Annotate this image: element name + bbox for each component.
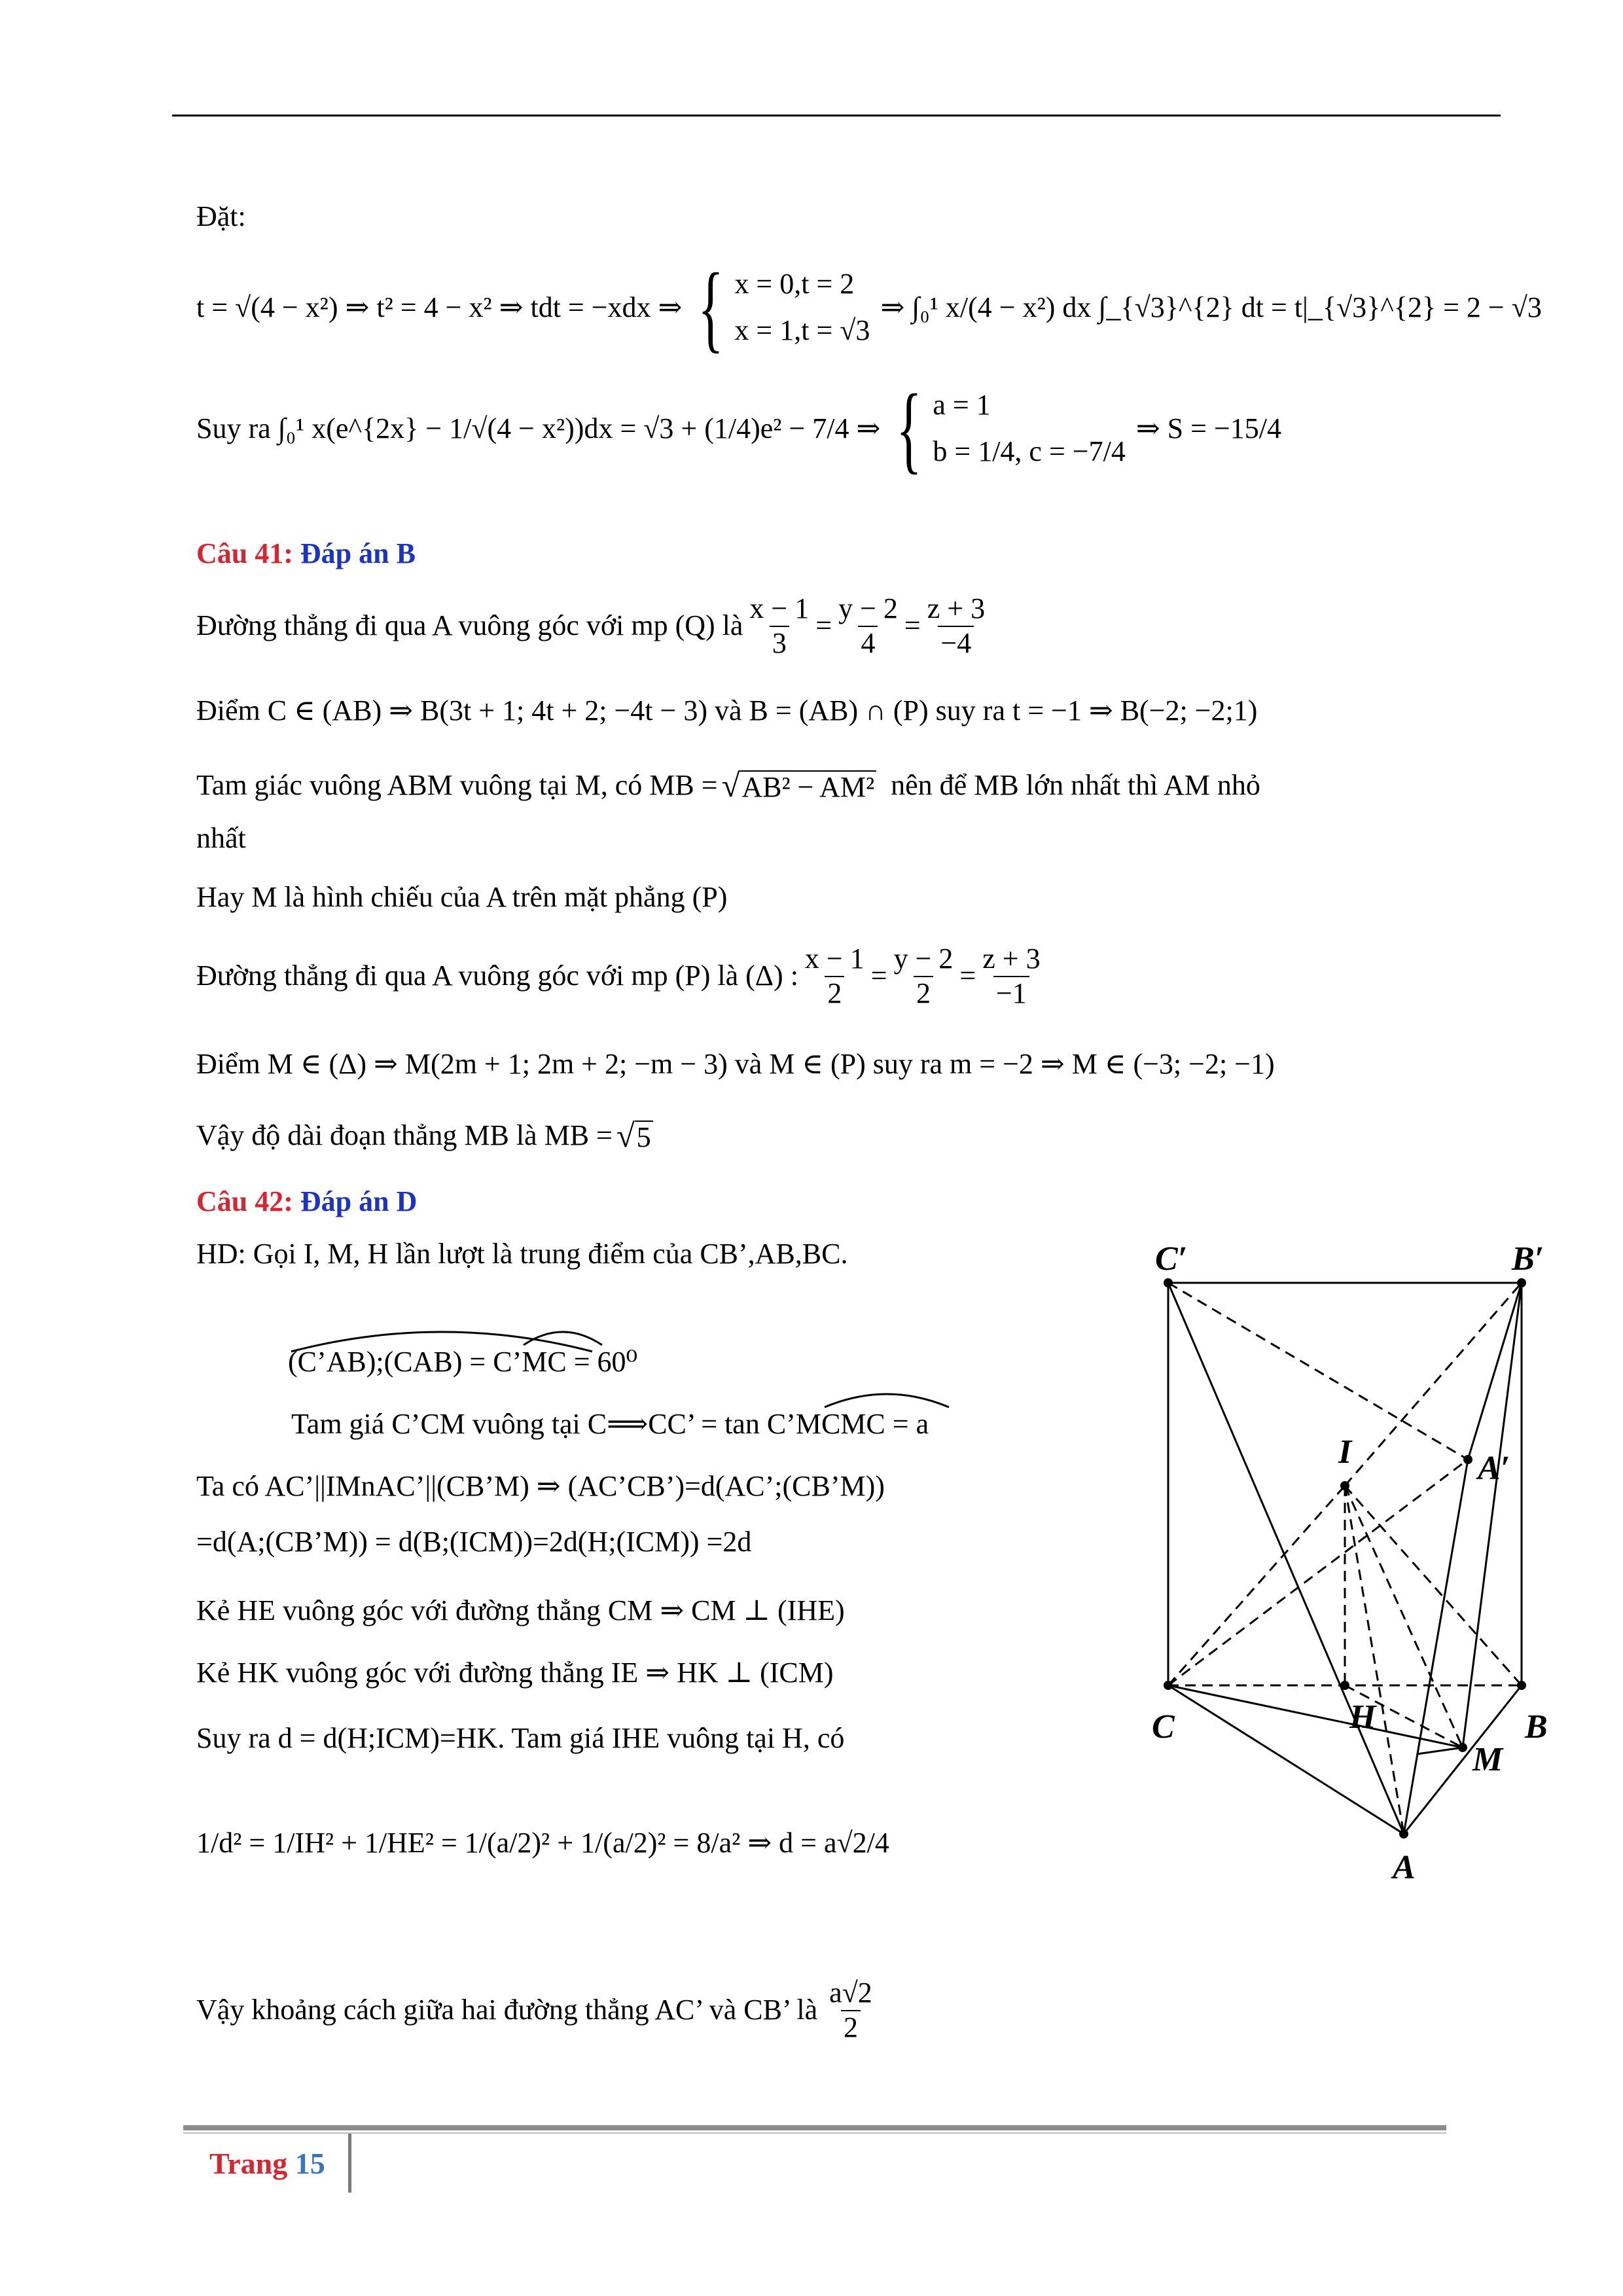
q41-frac-x <box>747 592 812 660</box>
q42-heading <box>196 1185 417 1219</box>
hidden-edge-c-i <box>1168 1486 1345 1685</box>
q41-frac2-x <box>802 942 867 1010</box>
q41-frac-y <box>836 592 901 660</box>
frac-num: a√2 <box>829 1977 872 2009</box>
q42-heading-label: Câu 42: <box>196 1185 300 1217</box>
label-a-prime: A′ <box>1478 1450 1510 1487</box>
suy-ra-line <box>196 374 1282 483</box>
frac-num: z + 3 <box>982 942 1041 975</box>
edge-c-m <box>1168 1685 1463 1748</box>
q41-heading-label: Câu 41: <box>196 537 300 569</box>
system-coefficients-row2: b = 1/4, c = −7/4 <box>933 435 1126 467</box>
q42-final-frac <box>827 1977 875 2044</box>
vertex-b <box>1517 1681 1526 1690</box>
edge-aprime-a <box>1404 1460 1468 1834</box>
label-a: A <box>1393 1849 1416 1886</box>
frac-den: 4 <box>858 626 878 660</box>
vertex-c <box>1164 1681 1173 1690</box>
frac-num: x − 1 <box>749 592 810 624</box>
q41-heading <box>196 537 416 571</box>
q41-line3-tail: nên để MB lớn nhất thì AM nhỏ <box>891 768 1260 801</box>
vertex-a <box>1399 1829 1408 1839</box>
substitution-line <box>196 253 1542 362</box>
q41-line4: nhất <box>196 822 246 854</box>
sqrt-expr: AB² − AM² <box>740 770 876 803</box>
system-coefficients-row1: a = 1 <box>933 389 991 422</box>
edge-bprime-aprime <box>1468 1283 1522 1460</box>
system-bounds <box>687 253 870 362</box>
left-brace: { <box>698 253 724 362</box>
label-i: I <box>1338 1433 1352 1471</box>
q41-line1-text: Đường thẳng đi qua A vuông góc với mp (Q) là <box>196 609 743 642</box>
q42-line2: (C’AB);(CAB) = C’MC = 60⁰ <box>288 1346 638 1378</box>
point-h <box>1340 1681 1349 1690</box>
footer-label: Trang <box>209 2147 295 2180</box>
q42-line4: Ta có AC’||IMnAC’||(CB’M) ⇒ (AC’CB’)=d(AC’;(CB’M)) <box>196 1470 885 1502</box>
frac-den: 2 <box>914 976 933 1011</box>
hidden-edge-c-aprime <box>1168 1460 1468 1685</box>
footer-rule <box>183 2125 1446 2130</box>
system-bounds-row1: x = 0,t = 2 <box>734 268 855 300</box>
frac-den: 3 <box>770 626 789 660</box>
q41-line5: Hay M là hình chiếu của A trên mặt phẳng (P) <box>196 881 728 913</box>
q42-line1: HD: Gọi I, M, H lần lượt là trung điểm của CB’,AB,BC. <box>196 1238 848 1270</box>
system-coefficients <box>885 374 1126 483</box>
q41-line3: Tam giác vuông ABM vuông tại M, có MB = √AB² − AM² nên để MB lớn nhất thì AM nhỏ <box>196 767 1260 804</box>
q42-line7: Kẻ HK vuông góc với đường thẳng IE ⇒ HK ⊥ (ICM) <box>196 1657 834 1689</box>
dat-label: Đặt: <box>196 200 246 232</box>
frac-num: y − 2 <box>838 592 898 624</box>
integral-result: ⇒ ∫₀¹ x/(4 − x²) dx ∫_{√3}^{2} dt = t|_{√3}^{2} = 2 − √3 <box>880 291 1542 323</box>
label-b: B <box>1525 1708 1548 1746</box>
point-i <box>1340 1481 1349 1490</box>
hidden-edge-cprime-aprime <box>1168 1283 1468 1460</box>
vertex-bprime <box>1517 1278 1526 1287</box>
substitution-text: t = √(4 − x²) ⇒ t² = 4 − x² ⇒ tdt = −xdx ⇒ <box>196 291 683 323</box>
frac-num: y − 2 <box>893 942 954 975</box>
frac-den: 2 <box>825 976 844 1011</box>
suy-ra-text: Suy ra ∫₀¹ x(e^{2x} − 1/√(4 − x²))dx = √3 + (1/4)e² − 7/4 ⇒ <box>196 412 881 444</box>
q42-line8: Suy ra d = d(H;ICM)=HK. Tam giá IHE vuông tại H, có <box>196 1722 845 1754</box>
q41-line6-text: Đường thẳng đi qua A vuông góc với mp (P) là (Δ) : <box>196 960 798 992</box>
frac-den: 2 <box>841 2010 861 2045</box>
edge-bprime-m <box>1463 1283 1522 1748</box>
hidden-edge-i-b <box>1345 1486 1522 1685</box>
frac-num: z + 3 <box>927 592 986 624</box>
hidden-edge-i-a <box>1345 1486 1404 1834</box>
label-c: C <box>1152 1708 1175 1746</box>
label-m: M <box>1472 1741 1503 1778</box>
q41-frac2-y <box>891 942 956 1010</box>
q41-frac2-z <box>980 942 1043 1010</box>
page-number: 15 <box>294 2147 325 2180</box>
page-footer <box>209 2145 325 2181</box>
q42-answer: Đáp án D <box>300 1185 418 1217</box>
system-bounds-row2: x = 1,t = √3 <box>734 314 870 346</box>
label-b-prime: B′ <box>1512 1240 1544 1278</box>
frac-den: −1 <box>993 976 1029 1011</box>
q41-line6: Đường thẳng đi qua A vuông góc với mp (P) là (Δ) : $\frac{x - 1}{2}$ = $\frac{y - 2}{2}$ = $\frac{z + 3}{-1}$ <box>196 942 1047 1010</box>
q41-answer: Đáp án B <box>300 537 416 569</box>
q42-line3: Tam giá C’CM vuông tại C⟹CC’ = tan C’MCMC = a <box>291 1408 929 1440</box>
q41-frac-z <box>925 592 988 660</box>
header-rule <box>172 115 1501 117</box>
edge-m-a-aux <box>1417 1748 1463 1754</box>
frac-num: x − 1 <box>804 942 865 975</box>
label-c-prime: C′ <box>1155 1240 1188 1278</box>
sqrt-expr: 5 <box>635 1121 653 1153</box>
footer-divider <box>348 2134 351 2193</box>
vertex-cprime <box>1164 1278 1173 1287</box>
left-brace: { <box>896 374 923 483</box>
q41-line3-text: Tam giác vuông ABM vuông tại M, có MB = <box>196 768 718 801</box>
edge-b-a <box>1404 1685 1522 1834</box>
q41-line1: Đường thẳng đi qua A vuông góc với mp (Q) là $\frac{x - 1}{3}$ = $\frac{y - 2}{4}$ = $\frac{z + 3}{-4}$ <box>196 592 991 660</box>
q41-line2: Điểm C ∈ (AB) ⇒ B(3t + 1; 4t + 2; −4t − 3) và B = (AB) ∩ (P) suy ra t = −1 ⇒ B(−2; −2;1) <box>196 694 1258 726</box>
q42-line9: 1/d² = 1/IH² + 1/HE² = 1/(a/2)² + 1/(a/2)² = 8/a² ⇒ d = a√2/4 <box>196 1827 889 1859</box>
label-h: H <box>1349 1698 1376 1736</box>
q41-line8: Vậy độ dài đoạn thẳng MB là MB = √5 <box>196 1116 653 1156</box>
q42-line10-text: Vậy khoảng cách giữa hai đường thẳng AC’ và CB’ là <box>196 1994 818 2026</box>
point-m <box>1458 1743 1467 1752</box>
q42-line6: Kẻ HE vuông góc với đường thẳng CM ⇒ CM ⊥ (IHE) <box>196 1594 845 1626</box>
prism-figure <box>1086 1217 1558 1911</box>
q42-line5: =d(A;(CB’M)) = d(B;(ICM))=2d(H;(ICM)) =2d <box>196 1526 752 1558</box>
q41-line8-text: Vậy độ dài đoạn thẳng MB là MB = <box>196 1119 613 1151</box>
frac-den: −4 <box>938 626 974 660</box>
s-result: ⇒ S = −15/4 <box>1135 412 1282 444</box>
footer-rule-thin <box>183 2132 1446 2134</box>
q41-line7: Điểm M ∈ (Δ) ⇒ M(2m + 1; 2m + 2; −m − 3) và M ∈ (P) suy ra m = −2 ⇒ M ∈ (−3; −2; −1) <box>196 1048 1275 1080</box>
q42-line10 <box>196 1977 879 2044</box>
vertex-aprime <box>1463 1455 1472 1464</box>
edge-cprime-a <box>1168 1283 1404 1834</box>
